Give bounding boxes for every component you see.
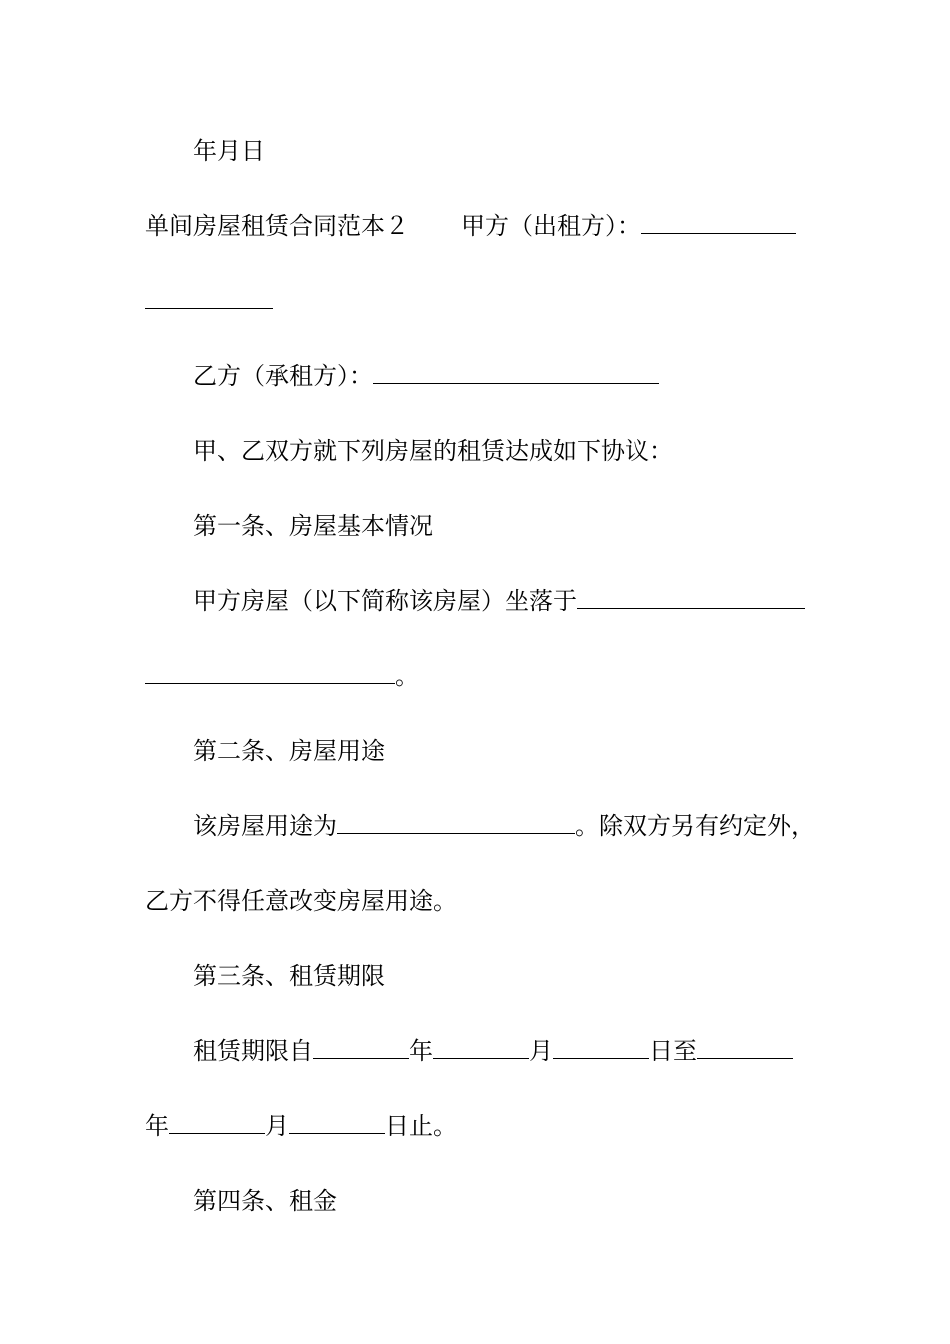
party-a-blank[interactable] <box>641 213 796 234</box>
article-2-heading-text: 第二条、房屋用途 <box>193 737 385 765</box>
article-1-heading-text: 第一条、房屋基本情况 <box>193 512 433 540</box>
article-3-heading-text: 第三条、租赁期限 <box>193 962 385 990</box>
start-month-blank[interactable] <box>433 1038 529 1059</box>
end-year-blank[interactable] <box>697 1038 793 1059</box>
usage-clause: 。除双方另有约定外， <box>575 812 815 840</box>
agreement-intro-text: 甲、乙双方就下列房屋的租赁达成如下协议： <box>193 437 673 465</box>
unit-day-to: 日至 <box>649 1037 697 1065</box>
article-1-location-label: 甲方房屋（以下简称该房屋）坐落于 <box>193 587 577 615</box>
article-3-text-cont <box>145 1111 457 1141</box>
term-start-label: 租赁期限自 <box>193 1037 313 1065</box>
usage-label: 该房屋用途为 <box>193 812 337 840</box>
article-4-heading-text: 第四条、租金 <box>193 1187 337 1215</box>
article-2-text <box>193 811 815 841</box>
usage-restriction: 乙方不得任意改变房屋用途。 <box>145 887 457 915</box>
article-3-heading <box>193 961 385 991</box>
start-year-blank[interactable] <box>313 1038 409 1059</box>
article-1-text-cont <box>145 661 419 691</box>
unit-day-end: 日止。 <box>385 1112 457 1140</box>
unit-month: 月 <box>529 1037 553 1065</box>
location-blank-cont[interactable] <box>145 663 395 684</box>
article-4-heading <box>193 1186 337 1216</box>
article-3-text <box>193 1036 793 1066</box>
period-mark: 。 <box>395 662 419 690</box>
agreement-intro <box>193 436 673 466</box>
unit-year: 年 <box>409 1037 433 1065</box>
contract-title: 单间房屋租赁合同范本２ <box>145 212 409 240</box>
party-b-blank[interactable] <box>373 363 659 384</box>
party-b-line <box>193 361 659 391</box>
unit-year-2: 年 <box>145 1112 169 1140</box>
unit-month-2: 月 <box>265 1112 289 1140</box>
article-2-text-cont <box>145 886 457 916</box>
party-a-continuation <box>145 286 273 316</box>
title-line <box>145 211 796 241</box>
date-line <box>193 136 265 166</box>
usage-blank[interactable] <box>337 813 575 834</box>
location-blank[interactable] <box>577 588 805 609</box>
article-1-text <box>193 586 805 616</box>
end-day-blank[interactable] <box>289 1113 385 1134</box>
article-1-heading <box>193 511 433 541</box>
party-b-label: 乙方（承租方）： <box>193 362 373 390</box>
article-2-heading <box>193 736 385 766</box>
party-a-blank-cont[interactable] <box>145 288 273 309</box>
party-a-label: 甲方（出租方）： <box>461 212 641 240</box>
end-month-blank[interactable] <box>169 1113 265 1134</box>
start-day-blank[interactable] <box>553 1038 649 1059</box>
date-text: 年月日 <box>193 137 265 165</box>
